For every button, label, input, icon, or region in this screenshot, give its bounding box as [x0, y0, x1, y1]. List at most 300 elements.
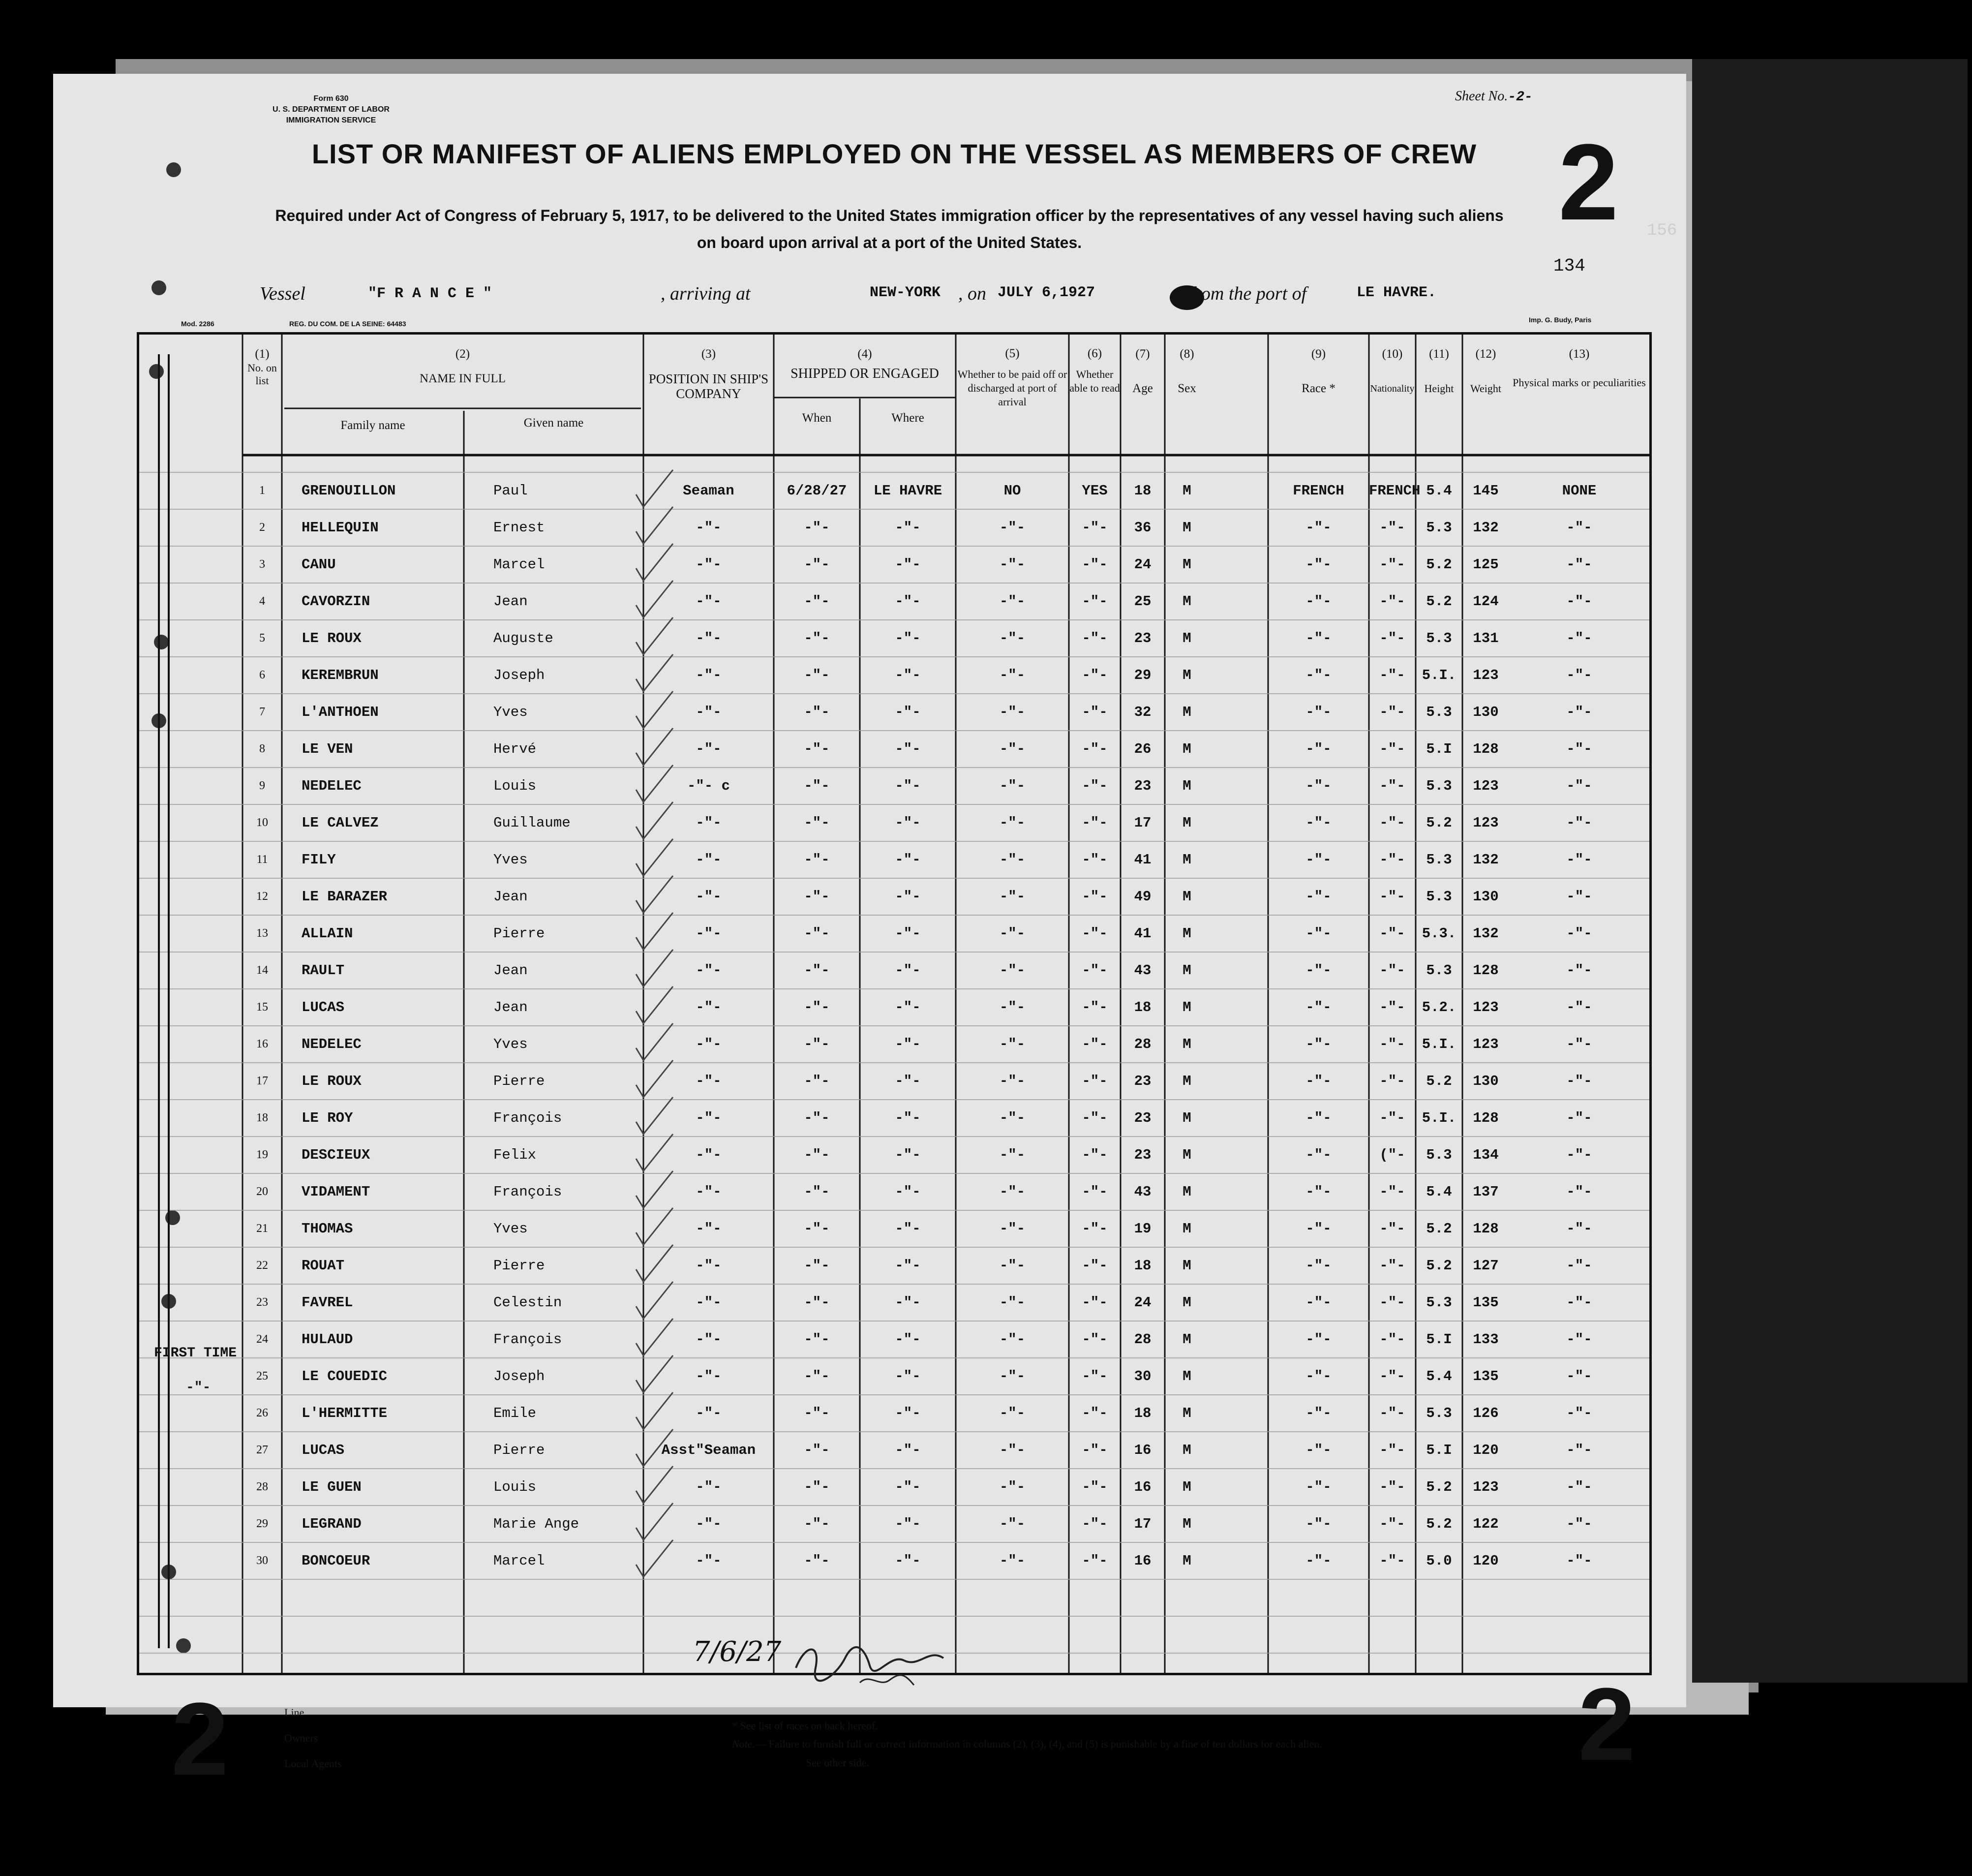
cell-weight: 132 [1473, 852, 1499, 868]
cell-where: -"- [895, 1479, 921, 1495]
cell-no: 22 [256, 1259, 268, 1272]
cell-family: HELLEQUIN [302, 520, 379, 536]
cell-where: -"- [895, 852, 921, 868]
cell-height: 5.I [1426, 1331, 1452, 1348]
punch-hole [152, 280, 166, 295]
form-number: Form 630 [313, 94, 349, 103]
cell-read: -"- [1082, 741, 1108, 757]
subtitle-line-1: Required under Act of Congress of February 5, 1917, to be delivered to the United States immigration officer by the representatives of any vessel having such aliens [275, 207, 1504, 224]
cell-height: 5.3 [1426, 1147, 1452, 1163]
on-label: , on [958, 283, 986, 304]
cell-paid: -"- [999, 704, 1026, 720]
cell-age: 23 [1134, 778, 1152, 794]
cell-nat: -"- [1379, 1073, 1405, 1089]
cell-height: 5.I. [1422, 1110, 1456, 1126]
cell-race: -"- [1305, 741, 1332, 757]
cell-where: -"- [895, 1294, 921, 1311]
cell-paid: -"- [999, 1221, 1026, 1237]
table-row [139, 1284, 1649, 1321]
table-row [139, 1210, 1649, 1247]
cell-paid: -"- [999, 520, 1026, 536]
table-row [139, 1063, 1649, 1100]
cell-age: 16 [1134, 1479, 1152, 1495]
big-number-left: 2 [171, 1681, 229, 1797]
cell-no: 24 [256, 1333, 268, 1346]
table-row [139, 1358, 1649, 1395]
footer-owners-label: Owners [284, 1732, 318, 1744]
cell-sex: M [1183, 925, 1191, 942]
cell-paid: -"- [999, 1036, 1026, 1052]
cell-where: -"- [895, 1110, 921, 1126]
cell-read: -"- [1082, 925, 1108, 942]
cell-no: 27 [256, 1444, 268, 1456]
cell-age: 17 [1134, 815, 1152, 831]
cell-sex: M [1183, 1294, 1191, 1311]
table-row [139, 915, 1649, 952]
cell-where: -"- [895, 741, 921, 757]
cell-race: -"- [1305, 1073, 1332, 1089]
cell-height: 5.3 [1426, 520, 1452, 536]
cell-weight: 130 [1473, 889, 1499, 905]
cell-read: -"- [1082, 1479, 1108, 1495]
cell-age: 28 [1134, 1036, 1152, 1052]
printer-credit: Imp. G. Budy, Paris [1529, 316, 1592, 324]
cell-sex: M [1183, 483, 1191, 499]
cell-marks: -"- [1566, 815, 1592, 831]
cell-when: -"- [804, 925, 830, 942]
cell-age: 23 [1134, 1073, 1152, 1089]
cell-family: DESCIEUX [302, 1147, 370, 1163]
cell-position: -"- [696, 1110, 722, 1126]
sheet-label: Sheet No. [1455, 89, 1508, 104]
cell-nat: -"- [1379, 630, 1405, 646]
cell-no: 15 [256, 1001, 268, 1014]
cell-no: 17 [256, 1075, 268, 1087]
col2-num: (2) [455, 347, 470, 361]
cell-where: -"- [895, 1073, 921, 1089]
cell-weight: 132 [1473, 925, 1499, 942]
cell-nat: -"- [1379, 962, 1405, 979]
cell-sex: M [1183, 962, 1191, 979]
cell-nat: -"- [1379, 778, 1405, 794]
col5-label: Whether to be paid off or discharged at port of arrival [957, 368, 1067, 408]
cell-when: -"- [804, 815, 830, 831]
cell-family: LE ROY [302, 1110, 353, 1126]
cell-position: -"- [696, 1368, 722, 1384]
table-row [139, 731, 1649, 768]
department: U. S. DEPARTMENT OF LABOR [273, 105, 390, 114]
cell-age: 30 [1134, 1368, 1152, 1384]
cell-family: RAULT [302, 962, 345, 979]
cell-read: -"- [1082, 1221, 1108, 1237]
cell-given: Joseph [493, 1368, 545, 1384]
cell-no: 8 [259, 742, 265, 755]
cell-position: -"- [696, 889, 722, 905]
cell-sex: M [1183, 1110, 1191, 1126]
cell-marks: -"- [1566, 1110, 1592, 1126]
punch-hole [166, 162, 181, 177]
vessel-label: Vessel [260, 283, 305, 304]
table-row [139, 878, 1649, 915]
col3-label: POSITION IN SHIP'S COMPANY [648, 371, 769, 401]
table-row [139, 472, 1649, 509]
cell-given: Jean [493, 889, 528, 905]
cell-height: 5.3 [1426, 962, 1452, 979]
manifest-page [53, 74, 1686, 1797]
cell-race: FRENCH [1293, 483, 1344, 499]
cell-marks: -"- [1566, 556, 1592, 573]
col12-label: Weight [1470, 382, 1501, 395]
table-row [139, 1506, 1649, 1542]
cell-nat: -"- [1379, 999, 1405, 1015]
cell-where: -"- [895, 962, 921, 979]
cell-marks: -"- [1566, 778, 1592, 794]
cell-family: LE COUEDIC [302, 1368, 388, 1384]
cell-sex: M [1183, 1184, 1191, 1200]
cell-race: -"- [1305, 593, 1332, 610]
col7-header [1121, 347, 1165, 396]
col1-label: No. on list [247, 362, 277, 387]
page-title: LIST OR MANIFEST OF ALIENS EMPLOYED ON THE VESSEL AS MEMBERS OF CREW [311, 138, 1477, 169]
col10-label: Nationality [1370, 383, 1415, 394]
cell-given: Louis [493, 1479, 537, 1495]
cell-sex: M [1183, 1221, 1191, 1237]
cell-race: -"- [1305, 1258, 1332, 1274]
cell-when: -"- [804, 1073, 830, 1089]
cell-nat: -"- [1379, 1553, 1405, 1569]
cell-sex: M [1183, 1331, 1191, 1348]
cell-paid: -"- [999, 1073, 1026, 1089]
cell-family: LE BARAZER [302, 889, 388, 905]
cell-where: -"- [895, 925, 921, 942]
cell-given: Emile [493, 1405, 537, 1421]
cell-when: -"- [804, 999, 830, 1015]
cell-marks: -"- [1566, 741, 1592, 757]
cell-read: -"- [1082, 1405, 1108, 1421]
cell-given: Louis [493, 778, 537, 794]
footer-line-label: Line [284, 1706, 304, 1719]
cell-family: NEDELEC [302, 1036, 362, 1052]
cell-position: -"- [696, 704, 722, 720]
table-row [139, 1542, 1649, 1579]
cell-position: -"- [696, 1221, 722, 1237]
cell-where: -"- [895, 667, 921, 683]
cell-age: 19 [1134, 1221, 1152, 1237]
cell-position: -"- [696, 1036, 722, 1052]
col11-label: Height [1424, 382, 1454, 395]
cell-marks: -"- [1566, 1258, 1592, 1274]
cell-when: -"- [804, 889, 830, 905]
cell-family: NEDELEC [302, 778, 362, 794]
cell-age: 16 [1134, 1442, 1152, 1458]
col4-header [774, 347, 956, 381]
cell-weight: 126 [1473, 1405, 1499, 1421]
table-row [139, 694, 1649, 731]
adjacent-dark-page [1692, 59, 1968, 1683]
cell-no: 29 [256, 1517, 268, 1530]
cell-marks: -"- [1566, 1294, 1592, 1311]
cell-given: Jean [493, 999, 528, 1015]
cell-sex: M [1183, 1258, 1191, 1274]
cell-paid: -"- [999, 1442, 1026, 1458]
col8-label: Sex [1178, 382, 1196, 395]
cell-no: 7 [259, 706, 265, 718]
margin-note-first-time: FIRST TIME [154, 1346, 237, 1361]
cell-position: -"- [696, 556, 722, 573]
cell-weight: 128 [1473, 962, 1499, 979]
cell-where: -"- [895, 1516, 921, 1532]
cell-position: -"- [696, 1184, 722, 1200]
cell-marks: -"- [1566, 1147, 1592, 1163]
table-row [139, 509, 1649, 546]
cell-no: 30 [256, 1554, 268, 1567]
subtitle-line-2: on board upon arrival at a port of the United States. [697, 234, 1082, 251]
cell-no: 28 [256, 1480, 268, 1493]
note-text: — Failure to furnish full or correct information in columns (2), (3), (4), and (5) is punishable by a fine of ten dollars for each alien. [755, 1738, 1322, 1750]
footer-agents-label: Local Agents [284, 1757, 342, 1770]
cell-read: -"- [1082, 1073, 1108, 1089]
cell-where: -"- [895, 1147, 921, 1163]
cell-race: -"- [1305, 1221, 1332, 1237]
cell-height: 5.2 [1426, 1258, 1452, 1274]
cell-height: 5.2 [1426, 1073, 1452, 1089]
cell-nat: -"- [1379, 1258, 1405, 1274]
cell-no: 11 [256, 853, 268, 866]
col13-label: Physical marks or peculiarities [1513, 376, 1646, 389]
cell-family: L'HERMITTE [302, 1405, 388, 1421]
cell-nat: -"- [1379, 1368, 1405, 1384]
cell-race: -"- [1305, 1368, 1332, 1384]
cell-weight: 123 [1473, 778, 1499, 794]
cell-where: -"- [895, 999, 921, 1015]
col12-num: (12) [1475, 347, 1496, 361]
col5-header [956, 347, 1069, 409]
cell-age: 17 [1134, 1516, 1152, 1532]
cell-nat: -"- [1379, 667, 1405, 683]
cell-nat: -"- [1379, 1036, 1405, 1052]
cell-sex: M [1183, 1442, 1191, 1458]
cell-read: -"- [1082, 1516, 1108, 1532]
cell-given: Auguste [493, 630, 553, 646]
cell-where: -"- [895, 1036, 921, 1052]
cell-when: -"- [804, 1331, 830, 1348]
cell-given: Yves [493, 852, 528, 868]
cell-given: Marcel [493, 1553, 545, 1569]
col11-num: (11) [1429, 347, 1449, 361]
cell-race: -"- [1305, 556, 1332, 573]
cell-where: -"- [895, 1258, 921, 1274]
cell-nat: ("- [1379, 1147, 1405, 1163]
cell-given: Joseph [493, 667, 545, 683]
cell-marks: -"- [1566, 1368, 1592, 1384]
cell-nat: -"- [1379, 1331, 1405, 1348]
col3-num: (3) [701, 347, 716, 361]
cell-height: 5.2 [1426, 1221, 1452, 1237]
col2-header [282, 347, 643, 386]
cell-race: -"- [1305, 704, 1332, 720]
table-row [139, 804, 1649, 841]
col4-where-label: Where [891, 411, 924, 425]
cell-sex: M [1183, 1147, 1191, 1163]
cell-family: L'ANTHOEN [302, 704, 379, 720]
cell-position: -"- [696, 1516, 722, 1532]
col2-label: NAME IN FULL [420, 372, 506, 385]
cell-read: -"- [1082, 1147, 1108, 1163]
cell-race: -"- [1305, 1331, 1332, 1348]
cell-race: -"- [1305, 1147, 1332, 1163]
cell-marks: -"- [1566, 593, 1592, 610]
cell-weight: 134 [1473, 1147, 1499, 1163]
cell-given: Yves [493, 704, 528, 720]
cell-read: -"- [1082, 593, 1108, 610]
stamp-number: 134 [1553, 256, 1585, 276]
cell-no: 5 [259, 632, 265, 645]
cell-marks: -"- [1566, 1184, 1592, 1200]
cell-no: 16 [256, 1038, 268, 1050]
cell-nat: -"- [1379, 1516, 1405, 1532]
col13-header [1509, 347, 1649, 390]
cell-no: 20 [256, 1185, 268, 1198]
cell-age: 18 [1134, 483, 1152, 499]
cell-paid: -"- [999, 1147, 1026, 1163]
cell-race: -"- [1305, 1516, 1332, 1532]
cell-no: 4 [259, 595, 265, 608]
cell-race: -"- [1305, 1405, 1332, 1421]
form-id [250, 93, 412, 126]
cell-weight: 132 [1473, 520, 1499, 536]
cell-weight: 122 [1473, 1516, 1499, 1532]
table-row [139, 657, 1649, 694]
cell-weight: 128 [1473, 1110, 1499, 1126]
cell-race: -"- [1305, 667, 1332, 683]
cell-when: -"- [804, 778, 830, 794]
cell-when: -"- [804, 1368, 830, 1384]
cell-read: -"- [1082, 1442, 1108, 1458]
cell-race: -"- [1305, 1294, 1332, 1311]
col7-label: Age [1132, 382, 1153, 395]
table-row [139, 1432, 1649, 1469]
cell-when: -"- [804, 593, 830, 610]
cell-paid: -"- [999, 962, 1026, 979]
cell-weight: 128 [1473, 741, 1499, 757]
table-row [139, 768, 1649, 804]
cell-sex: M [1183, 889, 1191, 905]
cell-where: -"- [895, 520, 921, 536]
cell-marks: -"- [1566, 1221, 1592, 1237]
cell-position: -"- [696, 1147, 722, 1163]
cell-sex: M [1183, 1553, 1191, 1569]
col2-family-label: Family name [340, 419, 405, 432]
cell-where: -"- [895, 1368, 921, 1384]
cell-height: 5.2 [1426, 556, 1452, 573]
cell-nat: -"- [1379, 1294, 1405, 1311]
cell-paid: -"- [999, 815, 1026, 831]
big-number-right: 2 [1578, 1666, 1636, 1782]
col10-header [1369, 347, 1416, 396]
cell-family: CANU [302, 556, 336, 573]
cell-given: Celestin [493, 1294, 562, 1311]
col3-header [643, 347, 774, 401]
cell-read: -"- [1082, 667, 1108, 683]
cell-height: 5.3 [1426, 1294, 1452, 1311]
cell-paid: -"- [999, 925, 1026, 942]
cell-read: -"- [1082, 889, 1108, 905]
cell-sex: M [1183, 1405, 1191, 1421]
cell-read: YES [1082, 483, 1108, 499]
cell-marks: -"- [1566, 704, 1592, 720]
cell-no: 1 [259, 484, 265, 497]
cell-marks: -"- [1566, 1442, 1592, 1458]
cell-position: -"- [696, 1258, 722, 1274]
cell-race: -"- [1305, 1036, 1332, 1052]
cell-given: Pierre [493, 1442, 545, 1458]
col5-num: (5) [1005, 347, 1020, 360]
cell-age: 25 [1134, 593, 1152, 610]
cell-paid: -"- [999, 630, 1026, 646]
big-sheet-number: 2 [1558, 122, 1619, 243]
cell-sex: M [1183, 667, 1191, 683]
cell-position: Asst"Seaman [661, 1442, 756, 1458]
cell-height: 5.3 [1426, 1405, 1452, 1421]
cell-age: 24 [1134, 1294, 1152, 1311]
cell-no: 12 [256, 890, 268, 903]
mod-number: Mod. 2286 [181, 320, 214, 328]
cell-where: -"- [895, 1405, 921, 1421]
cell-read: -"- [1082, 1184, 1108, 1200]
cell-position: -"- [696, 520, 722, 536]
cell-given: Paul [493, 483, 528, 499]
cell-when: -"- [804, 1147, 830, 1163]
cell-given: Guillaume [493, 815, 571, 831]
cell-where: -"- [895, 1221, 921, 1237]
cell-no: 10 [256, 816, 268, 829]
cell-family: ALLAIN [302, 925, 353, 942]
cell-given: Yves [493, 1221, 528, 1237]
cell-read: -"- [1082, 999, 1108, 1015]
col4-when-label: When [802, 411, 832, 425]
cell-where: -"- [895, 815, 921, 831]
col11-header [1416, 347, 1462, 396]
cell-given: Marie Ange [493, 1516, 579, 1532]
cell-marks: -"- [1566, 925, 1592, 942]
cell-when: -"- [804, 1405, 830, 1421]
cell-marks: -"- [1566, 1553, 1592, 1569]
arriving-label: , arriving at [661, 283, 751, 304]
table-row [139, 1100, 1649, 1137]
cell-race: -"- [1305, 852, 1332, 868]
cell-read: -"- [1082, 778, 1108, 794]
cell-weight: 120 [1473, 1442, 1499, 1458]
cell-position: -"- [696, 1553, 722, 1569]
cell-where: -"- [895, 593, 921, 610]
col2-given-label: Given name [523, 416, 584, 430]
cell-when: -"- [804, 1036, 830, 1052]
cell-paid: -"- [999, 1184, 1026, 1200]
cell-height: 5.I [1426, 1442, 1452, 1458]
cell-no: 3 [259, 558, 265, 571]
col6-num: (6) [1087, 347, 1102, 360]
cell-when: -"- [804, 556, 830, 573]
cell-age: 29 [1134, 667, 1152, 683]
vessel-name: "F R A N C E " [368, 285, 492, 302]
cell-no: 14 [256, 964, 268, 977]
cell-age: 36 [1134, 520, 1152, 536]
cell-family: LE ROUX [302, 1073, 362, 1089]
cell-family: ROUAT [302, 1258, 345, 1274]
cell-position: -"- [696, 1331, 722, 1348]
cell-age: 24 [1134, 556, 1152, 573]
cell-marks: -"- [1566, 520, 1592, 536]
